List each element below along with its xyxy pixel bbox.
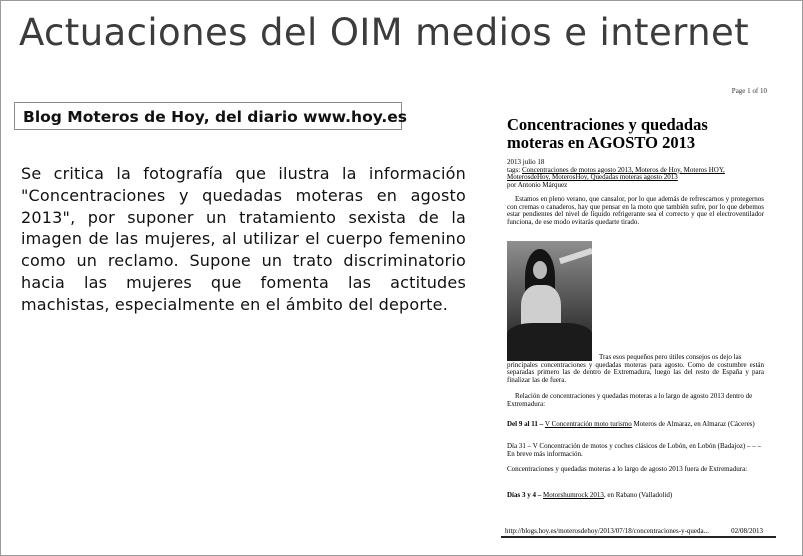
paragraph-2-first-line: Tras esos pequeños pero útiles consejos os dejo las <box>599 353 742 361</box>
event-1-link[interactable]: V Concentración moto turismo <box>544 420 632 428</box>
article-tags-line <box>507 167 762 182</box>
event-4-dates: Días 3 y 4 – <box>507 491 543 499</box>
article-paragraph-2 <box>507 354 764 384</box>
event-4-rest: , en Rabano (Valladolid) <box>603 491 673 499</box>
article-author: por Antonio Márquez <box>507 180 568 189</box>
article-date: 2013 julio 18 <box>507 158 545 166</box>
footer-divider <box>501 536 776 538</box>
article-title: Concentraciones y quedadas moteras en AGOSTO 2013 <box>507 115 708 152</box>
article-clipping <box>501 86 771 541</box>
event-1-rest: Moteros de Almaraz, en Almaraz (Cáceres) <box>631 420 755 428</box>
page-header: Page 1 of 10 <box>731 87 767 95</box>
blog-source-box: Blog Moteros de Hoy, del diario www.hoy.es <box>14 102 402 130</box>
event-4-link[interactable]: Motorshumrock 2013 <box>542 491 604 499</box>
footer-date: 02/08/2013 <box>731 527 763 535</box>
event-item-3: Concentraciones y quedadas moteras a lo largo de agosto 2013 fuera de Extremadura: <box>507 465 748 473</box>
article-tags[interactable]: Concentraciones de motos agosto 2013, Moteros de Hoy, Moteros HOY, MoterosdeHoy, MoterosHoy, Quedadas moteras agosto 2013 <box>507 165 725 182</box>
article-meta <box>507 159 762 189</box>
slide-title: Actuaciones del OIM medios e internet <box>19 11 750 54</box>
event-item-1 <box>507 421 764 429</box>
article-paragraph-1: Estamos en pleno verano, que cansalor, por lo que además de refrescarnos y protegernos con cremas o canaderos, hay que pensar en la moto que también sufre, por lo que debemos estar pendientes del nivel de líquido refrigerante sea el correcto y que el electroventilador funciona, de ese modo evitarás quedarte tirado. <box>507 195 764 226</box>
article-paragraph-3: Relación de concentraciones y quedadas moteras a lo largo de agosto 2013 dentro de Extremadura: <box>507 392 753 408</box>
event-item-4 <box>507 492 764 500</box>
body-paragraph: Se critica la fotografía que ilustra la información "Concentraciones y quedadas moteras en agosto 2013", por suponer un tratamiento sexista de la imagen de las mujeres, al utilizar el cuerpo femenino como un reclamo. Supone un trato discriminatorio hacia las mujeres que fomenta las actitudes machistas, especialmente en el ámbito del deporte. <box>21 164 466 314</box>
event-item-2: Día 31 – V Concentración de motos y coches clásicos de Lobón, en Lobón (Badajoz) – – – En breve más información. <box>507 442 762 458</box>
footer-url: http://blogs.hoy.es/moterosdehoy/2013/07/18/concentraciones-y-queda... <box>505 527 709 535</box>
event-1-dates: Del 9 al 11 – <box>507 420 545 428</box>
paragraph-2-rest: principales concentraciones y quedadas moteras para agosto. Como de costumbre están separadas primero las de dentro de Extremadura, luego las del resto de España y para finalizar las de fuera. <box>507 360 764 384</box>
article-photo <box>507 241 592 361</box>
tags-prefix: tags: <box>507 165 522 174</box>
